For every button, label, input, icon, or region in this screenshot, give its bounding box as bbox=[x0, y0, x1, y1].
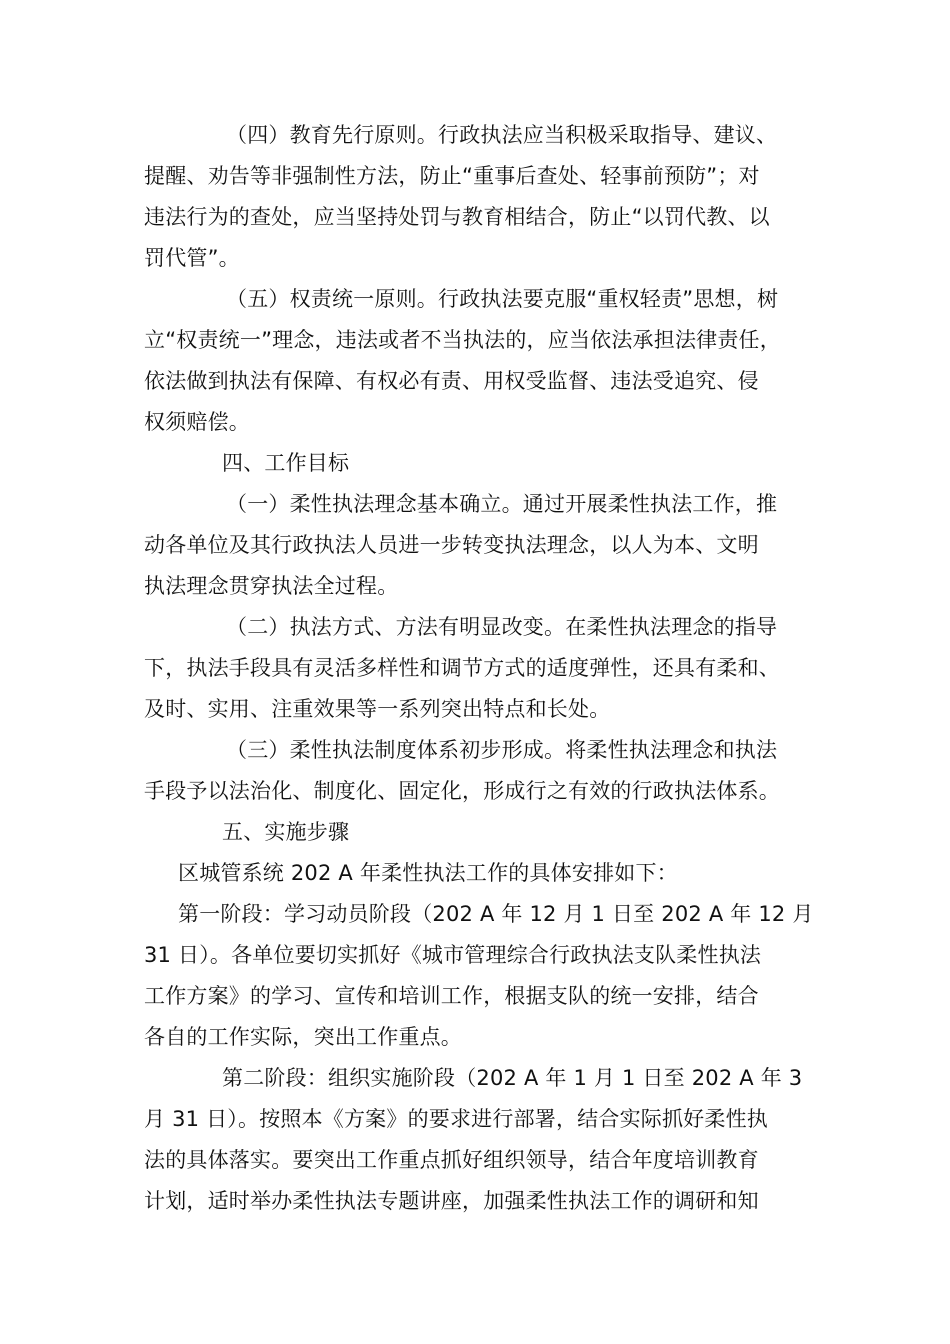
paragraph-line: （一）柔性执法理念基本确立。通过开展柔性执法工作，推 bbox=[226, 492, 778, 516]
paragraph-line: 区城管系统 202 A 年柔性执法工作的具体安排如下： bbox=[178, 861, 678, 885]
paragraph-line: （三）柔性执法制度体系初步形成。将柔性执法理念和执法 bbox=[226, 738, 778, 762]
paragraph-line: 立“权责统一”理念，违法或者不当执法的，应当依法承担法律责任， bbox=[144, 328, 781, 352]
paragraph-line: （二）执法方式、方法有明显改变。在柔性执法理念的指导 bbox=[226, 615, 778, 639]
paragraph-line: 手段予以法治化、制度化、固定化，形成行之有效的行政执法体系。 bbox=[144, 779, 780, 803]
paragraph-line: 第一阶段：学习动员阶段（202 A 年 12 月 1 日至 202 A 年 12 月 bbox=[178, 902, 814, 926]
paragraph-line: 计划，适时举办柔性执法专题讲座，加强柔性执法工作的调研和知 bbox=[144, 1189, 759, 1213]
section-heading: 四、工作目标 bbox=[222, 451, 350, 475]
paragraph-line: 31 日）。各单位要切实抓好《城市管理综合行政执法支队柔性执法 bbox=[144, 943, 762, 967]
paragraph-line: （四）教育先行原则。行政执法应当积极采取指导、建议、 bbox=[226, 123, 778, 147]
paragraph-line: 第二阶段：组织实施阶段（202 A 年 1 月 1 日至 202 A 年 3 bbox=[222, 1066, 803, 1090]
paragraph-line: 提醒、劝告等非强制性方法，防止“重事后查处、轻事前预防”；对 bbox=[144, 164, 760, 188]
section-heading: 五、实施步骤 bbox=[222, 820, 350, 844]
paragraph-line: 各自的工作实际，突出工作重点。 bbox=[144, 1025, 462, 1049]
paragraph-line: 权须赔偿。 bbox=[144, 410, 250, 434]
paragraph-line: 法的具体落实。要突出工作重点抓好组织领导，结合年度培训教育 bbox=[144, 1148, 759, 1172]
paragraph-line: 执法理念贯穿执法全过程。 bbox=[144, 574, 399, 598]
paragraph-line: 违法行为的查处，应当坚持处罚与教育相结合，防止“以罚代教、以 bbox=[144, 205, 770, 229]
paragraph-line: （五）权责统一原则。行政执法要克服“重权轻责”思想，树 bbox=[226, 287, 779, 311]
paragraph-line: 罚代管”。 bbox=[144, 246, 240, 270]
paragraph-line: 下，执法手段具有灵活多样性和调节方式的适度弹性，还具有柔和、 bbox=[144, 656, 780, 680]
paragraph-line: 及时、实用、注重效果等一系列突出特点和长处。 bbox=[144, 697, 611, 721]
paragraph-line: 工作方案》的学习、宣传和培训工作，根据支队的统一安排，结合 bbox=[144, 984, 759, 1008]
paragraph-line: 依法做到执法有保障、有权必有责、用权受监督、违法受追究、侵 bbox=[144, 369, 759, 393]
paragraph-line: 月 31 日）。按照本《方案》的要求进行部署，结合实际抓好柔性执 bbox=[144, 1107, 768, 1131]
paragraph-line: 动各单位及其行政执法人员进一步转变执法理念，以人为本、文明 bbox=[144, 533, 759, 557]
